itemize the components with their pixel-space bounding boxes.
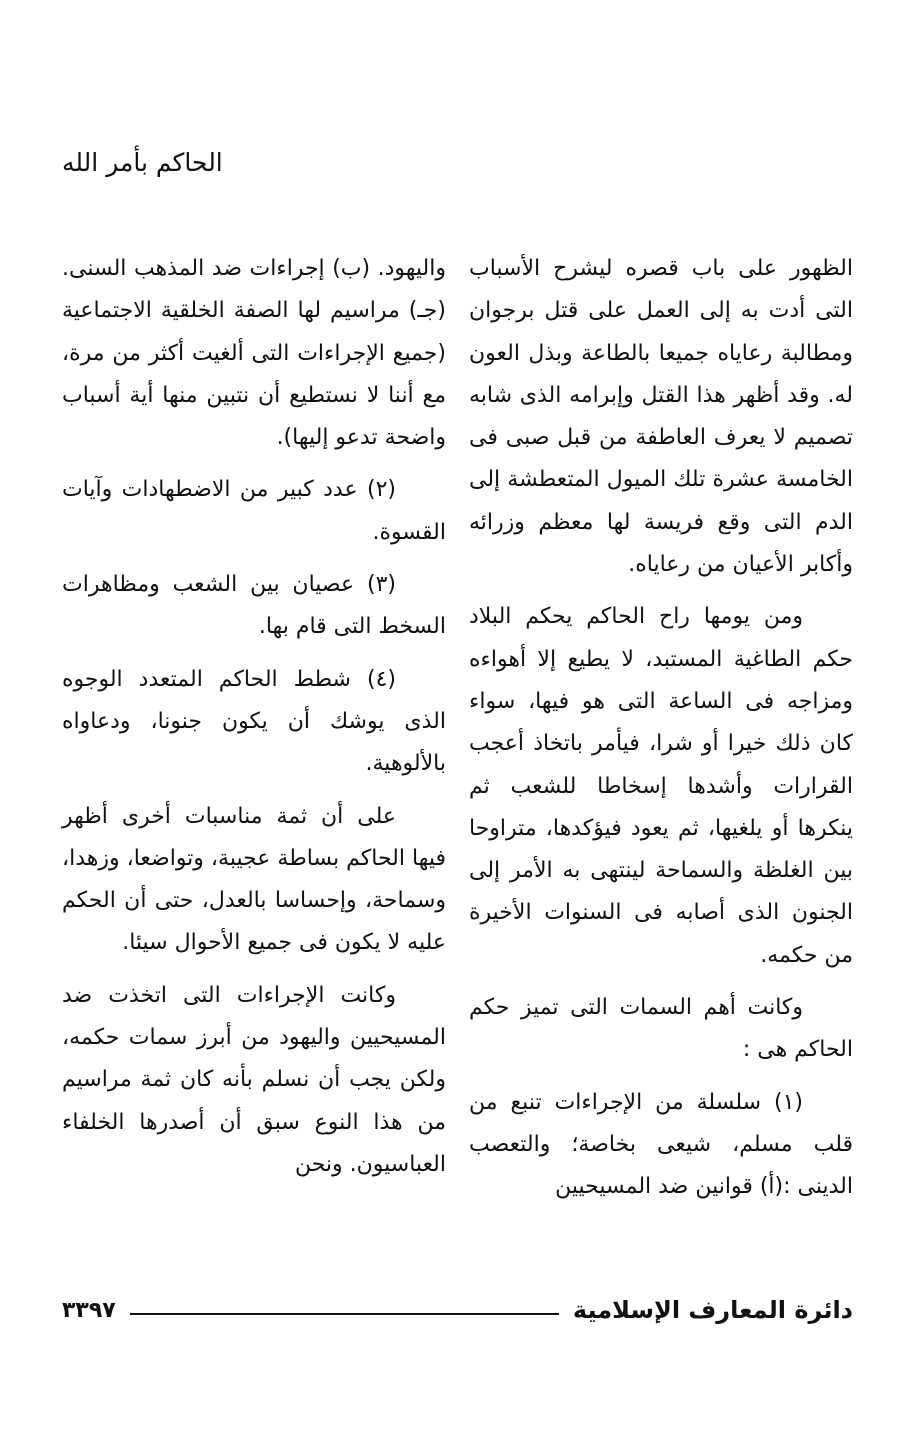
paragraph: الظهور على باب قصره ليشرح الأسباب التى أدت به إلى العمل على قتل برجوان ومطالبة رعاياه جميعا بالطاعة وبذل العون له. وقد أظهر هذا القتل وإبرامه الذى شابه تصميم لا يعرف العاطفة من قبل صبى فى الخامسة عشرة تلك الميول المتعطشة إلى الدم التى وقع فريسة لها معظم وزرائه وأكابر الأعيان من رعاياه. — [469, 256, 853, 578]
paragraph: على أن ثمة مناسبات أخرى أظهر فيها الحاكم بساطة عجيبة، وتواضعا، وزهدا، وسماحة، وإحساسا بالعدل، حتى أن الحكم عليه لا يكون فى جميع الأحوال سيئا. — [62, 803, 446, 956]
paragraph: وكانت أهم السمات التى تميز حكم الحاكم هى : — [469, 995, 853, 1063]
footer-divider-line — [130, 1313, 559, 1315]
running-header-title: الحاكم بأمر الله — [62, 148, 223, 177]
page-number: ٣٣٩٧ — [62, 1297, 116, 1323]
paragraph: وكانت الإجراءات التى اتخذت ضد المسيحيين واليهود من أبرز سمات حكمه، ولكن يجب أن نسلم بأنه كان ثمة مراسيم من هذا النوع سبق أن أصدرها الخلفاء العباسيون. ونحن — [62, 982, 446, 1177]
paragraph: (٢) عدد كبير من الاضطهادات وآيات القسوة. — [62, 477, 446, 545]
publication-title: دائرة المعارف الإسلامية — [572, 1296, 853, 1324]
left-text-column — [62, 248, 446, 1196]
paragraph: (٤) شطط الحاكم المتعدد الوجوه الذى يوشك أن يكون جنونا، ودعاواه بالألوهية. — [62, 666, 446, 777]
paragraph: (٣) عصيان بين الشعب ومظاهرات السخط التى قام بها. — [62, 572, 446, 640]
right-text-column — [469, 248, 853, 1219]
paragraph: (١) سلسلة من الإجراءات تنبع من قلب مسلم، شيعى بخاصة؛ والتعصب الدينى :(أ) قوانين ضد المسيحيين — [469, 1089, 853, 1200]
paragraph: واليهود. (ب) إجراءات ضد المذهب السنى. (جـ) مراسيم لها الصفة الخلقية الاجتماعية (جميع الإجراءات التى ألغيت أكثر من مرة، مع أننا لا نستطيع أن نتبين منها أية أسباب واضحة تدعو إليها). — [62, 256, 446, 451]
paragraph: ومن يومها راح الحاكم يحكم البلاد حكم الطاغية المستبد، لا يطيع إلا أهواءه ومزاجه فى الساعة التى هو فيها، سواء كان ذلك خيرا أو شرا، فيأمر باتخاذ أعجب القرارات وأشدها إسخاطا للشعب ثم ينكرها أو يلغيها، ثم يعود فيؤكدها، متراوحا بين الغلظة والسماحة لينتهى به الأمر إلى الجنون الذى أصابه فى السنوات الأخيرة من حكمه. — [469, 604, 853, 968]
page-footer — [62, 1290, 853, 1330]
